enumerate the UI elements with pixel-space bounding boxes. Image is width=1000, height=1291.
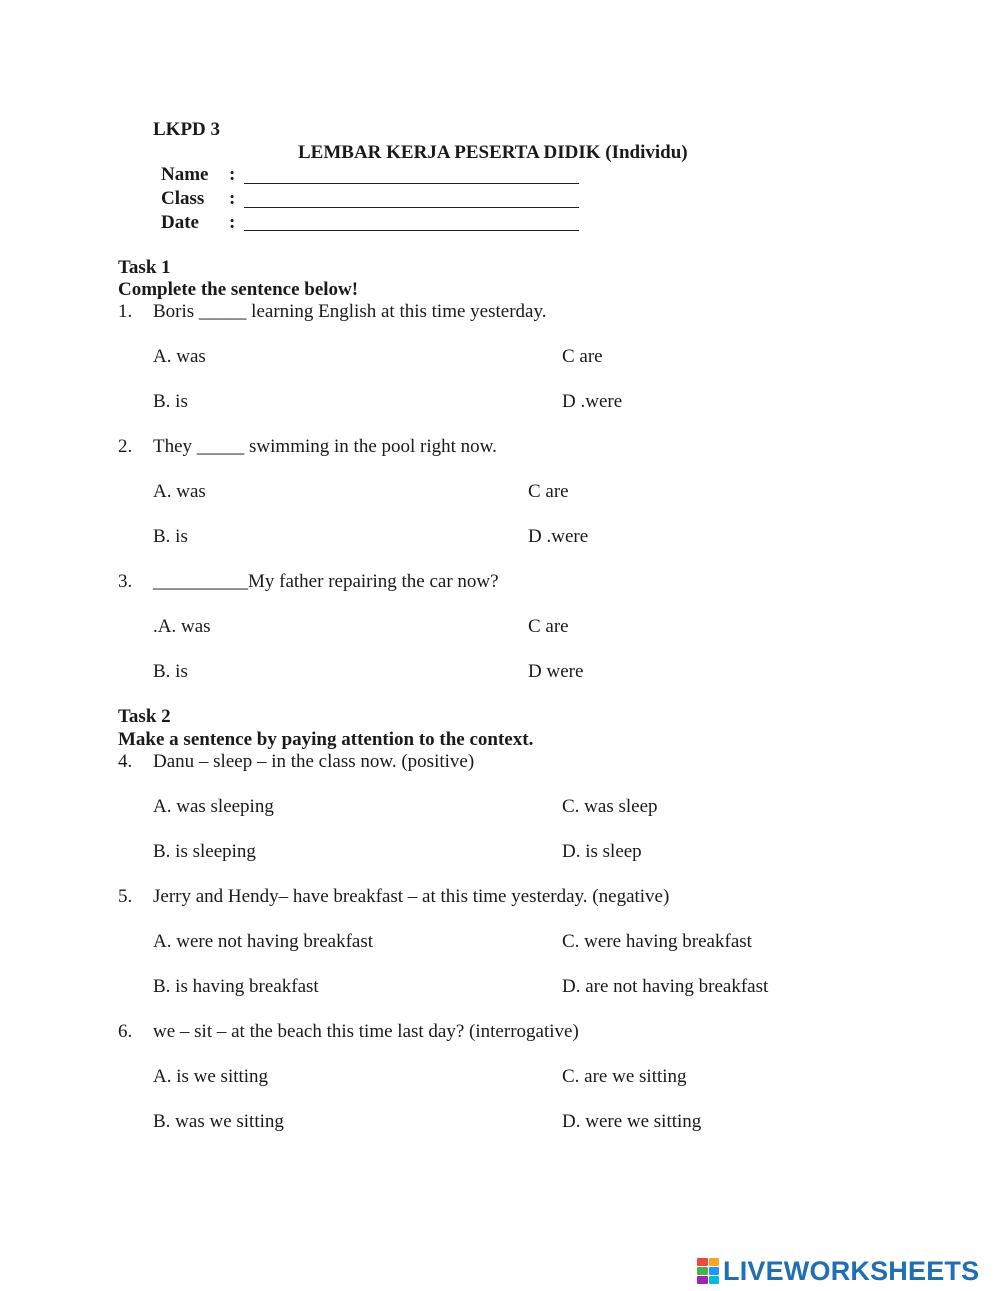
option-c[interactable]: C are <box>562 346 603 367</box>
question-number: 3. <box>118 571 133 592</box>
question-number: 2. <box>118 436 133 457</box>
option-a[interactable]: .A. was <box>153 616 211 637</box>
field-label: Date <box>161 212 199 233</box>
page-title: LEMBAR KERJA PESERTA DIDIK (Individu) <box>298 142 688 163</box>
question-number: 6. <box>118 1021 133 1042</box>
option-c[interactable]: C are <box>528 616 569 637</box>
worksheet-code: LKPD 3 <box>153 119 221 140</box>
field-label: Name <box>161 164 209 185</box>
liveworksheets-icon <box>697 1258 719 1284</box>
question-text: we – sit – at the beach this time last day? (interrogative) <box>153 1021 579 1042</box>
option-a[interactable]: A. is we sitting <box>153 1066 269 1087</box>
question-text: Jerry and Hendy– have breakfast – at this time yesterday. (negative) <box>153 886 670 907</box>
field-colon: : <box>229 188 236 209</box>
task2-instruction: Make a sentence by paying attention to the context. <box>118 729 534 750</box>
option-b[interactable]: B. is <box>153 661 188 682</box>
task2-title: Task 2 <box>118 706 171 727</box>
name-answer-line[interactable] <box>244 183 579 184</box>
liveworksheets-logo <box>697 1257 979 1285</box>
question-number: 1. <box>118 301 133 322</box>
option-c[interactable]: C are <box>528 481 569 502</box>
field-colon: : <box>229 212 236 233</box>
option-a[interactable]: A. were not having breakfast <box>153 931 374 952</box>
option-a[interactable]: A. was <box>153 481 206 502</box>
task1-instruction: Complete the sentence below! <box>118 279 359 300</box>
option-c[interactable]: C. were having breakfast <box>562 931 752 952</box>
option-b[interactable]: B. was we sitting <box>153 1111 284 1132</box>
question-number: 4. <box>118 751 133 772</box>
option-c[interactable]: C. was sleep <box>562 796 658 817</box>
class-answer-line[interactable] <box>244 207 579 208</box>
option-d[interactable]: D. were we sitting <box>562 1111 702 1132</box>
option-d[interactable]: D. are not having breakfast <box>562 976 769 997</box>
option-a[interactable]: A. was <box>153 346 206 367</box>
date-answer-line[interactable] <box>244 230 579 231</box>
option-d[interactable]: D .were <box>528 526 589 547</box>
logo-text: LIVEWORKSHEETS <box>723 1255 980 1286</box>
question-text: Boris _____ learning English at this time yesterday. <box>153 301 547 322</box>
option-b[interactable]: B. is <box>153 391 188 412</box>
option-b[interactable]: B. is having breakfast <box>153 976 319 997</box>
option-d[interactable]: D were <box>528 661 584 682</box>
question-text: Danu – sleep – in the class now. (positive) <box>153 751 475 772</box>
option-a[interactable]: A. was sleeping <box>153 796 274 817</box>
option-b[interactable]: B. is sleeping <box>153 841 256 862</box>
question-number: 5. <box>118 886 133 907</box>
option-d[interactable]: D. is sleep <box>562 841 642 862</box>
question-text: They _____ swimming in the pool right now. <box>153 436 497 457</box>
option-d[interactable]: D .were <box>562 391 623 412</box>
option-c[interactable]: C. are we sitting <box>562 1066 687 1087</box>
field-label: Class <box>161 188 205 209</box>
task1-title: Task 1 <box>118 257 171 278</box>
field-colon: : <box>229 164 236 185</box>
option-b[interactable]: B. is <box>153 526 188 547</box>
question-text: __________My father repairing the car now? <box>153 571 499 592</box>
